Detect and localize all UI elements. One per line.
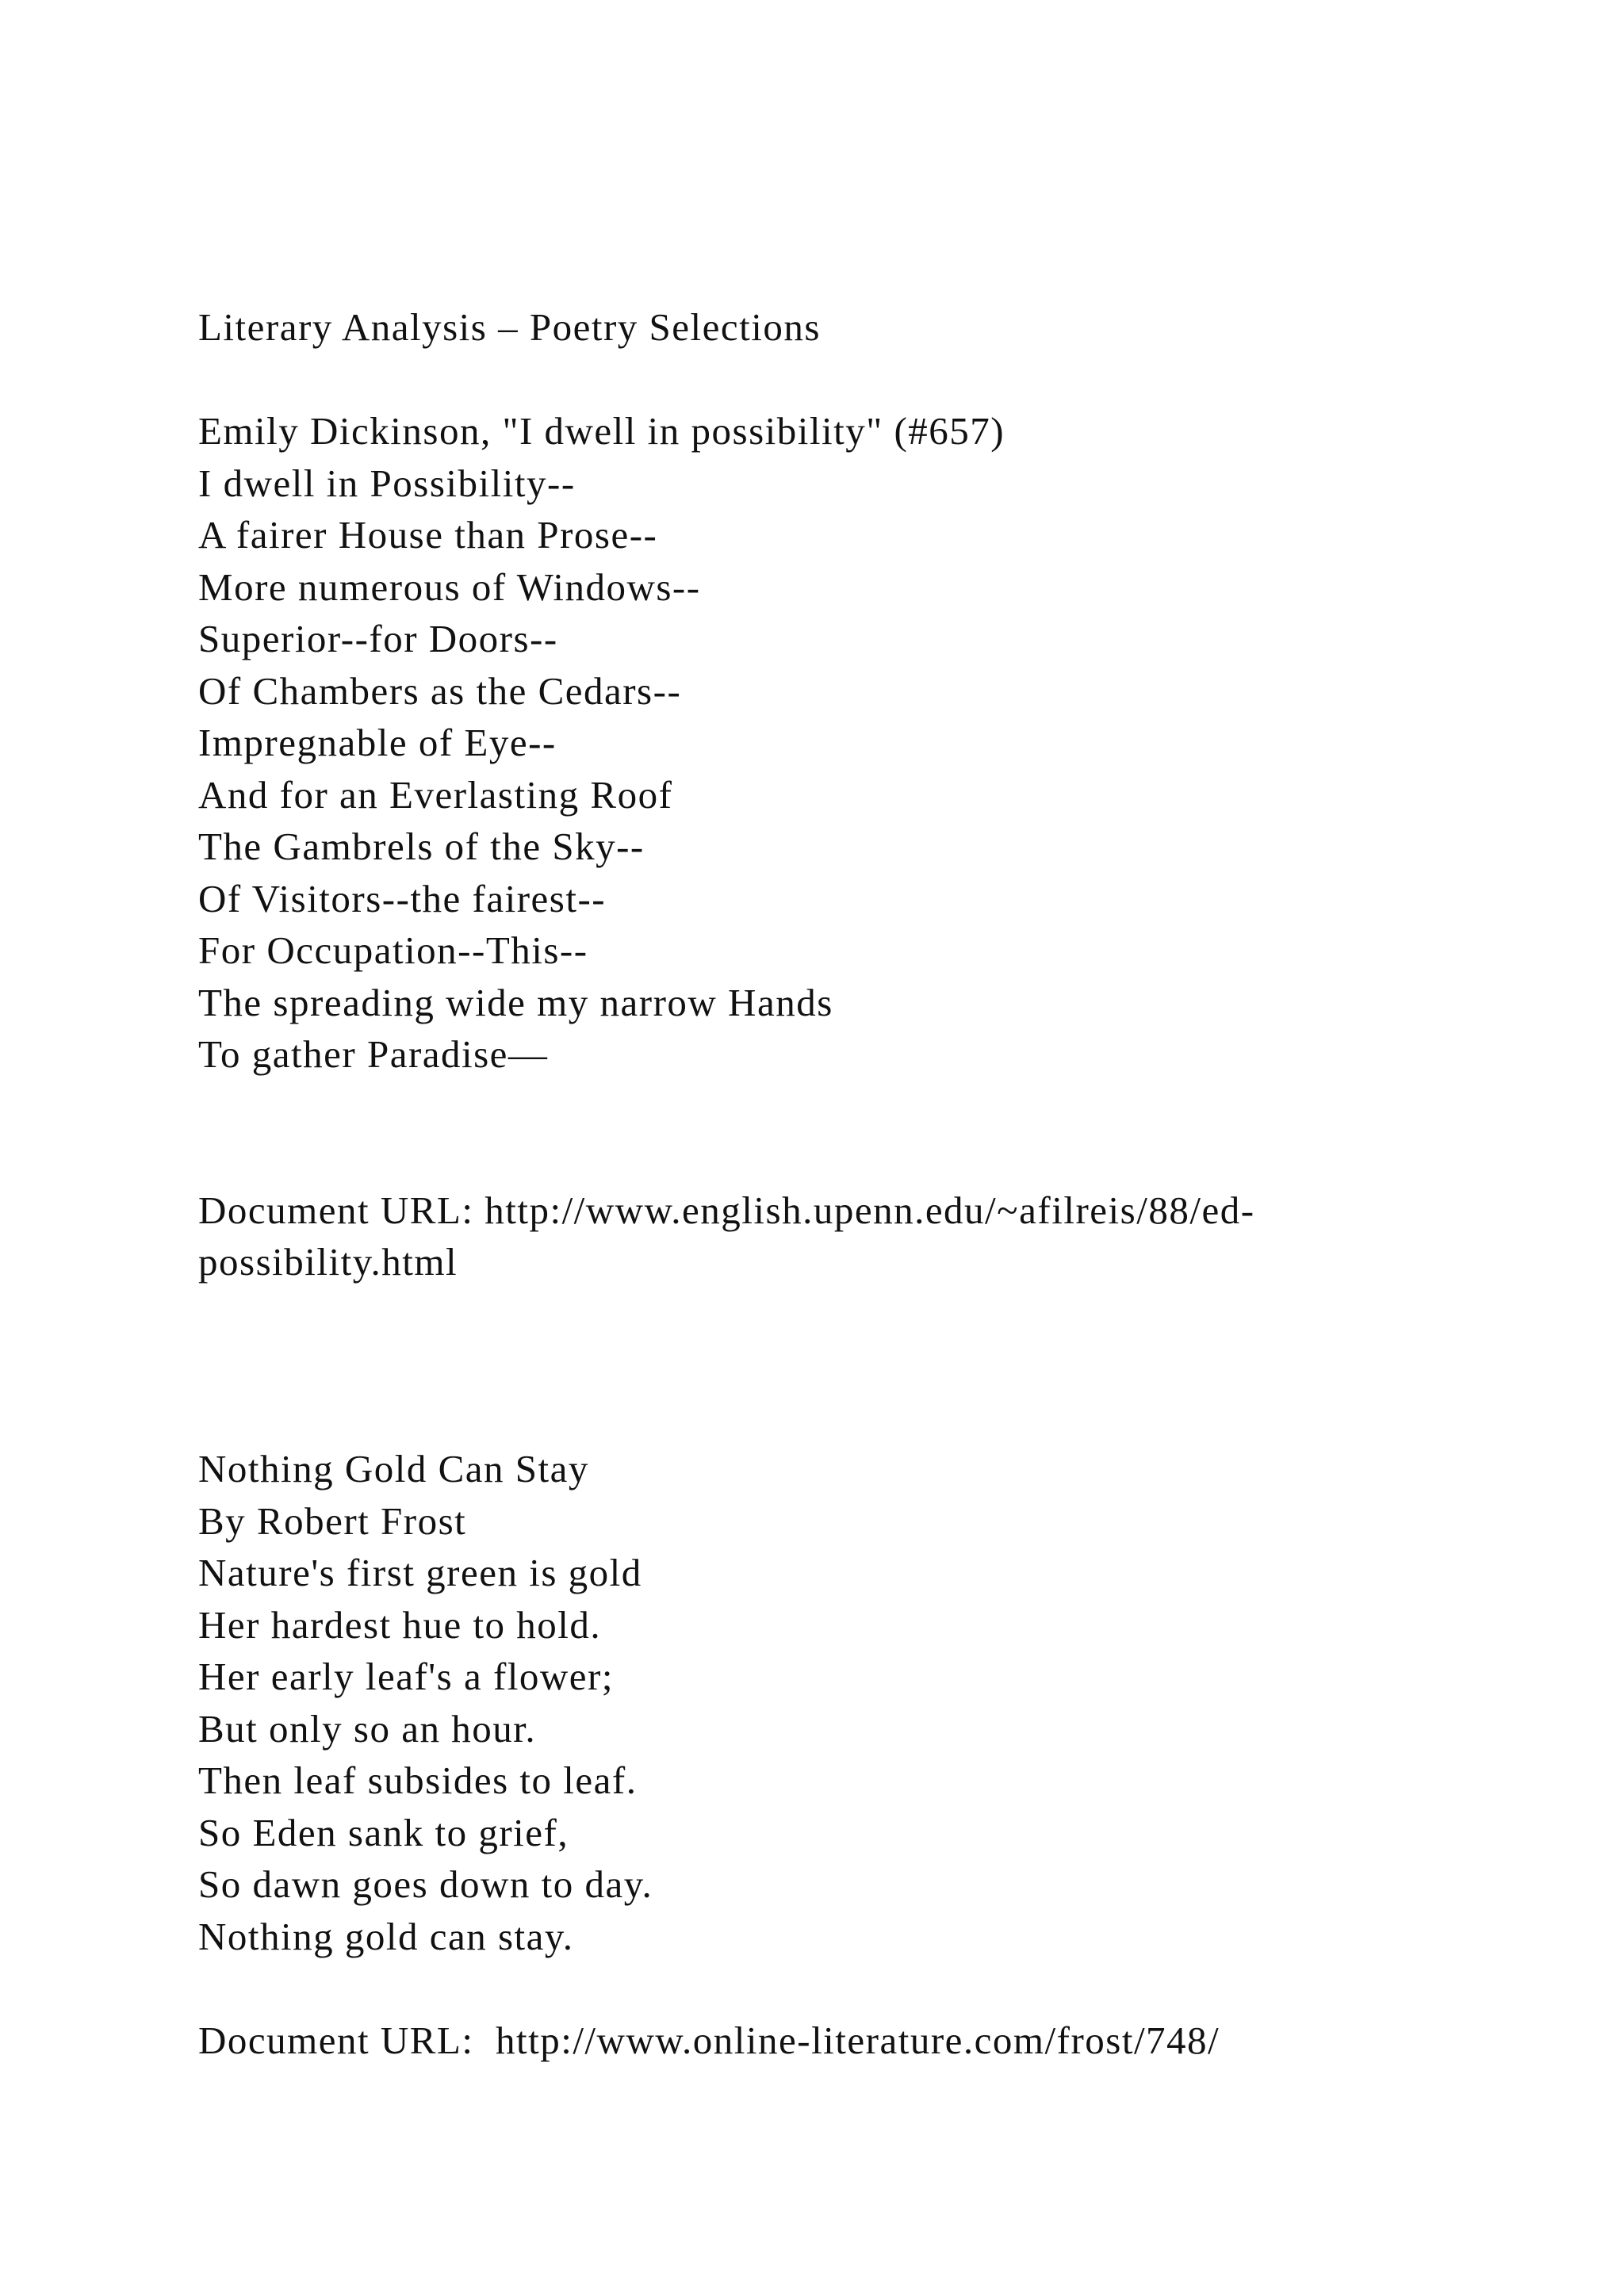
poem-line: Superior--for Doors--: [198, 617, 558, 660]
poem-line: So dawn goes down to day.: [198, 1862, 653, 1906]
spacer: [198, 1962, 1435, 2015]
spacer: [198, 1391, 1435, 1444]
poem-line: But only so an hour.: [198, 1706, 537, 1751]
poem-author: By Robert Frost: [198, 1498, 467, 1543]
poem-line: Nature's first green is gold: [198, 1551, 642, 1594]
poem-line: Her early leaf's a flower;: [198, 1655, 614, 1698]
spacer: [198, 1081, 1435, 1184]
poem-line: More numerous of Windows--: [198, 564, 701, 609]
poem-line: Her hardest hue to hold.: [198, 1602, 602, 1647]
poem-line: And for an Everlasting Roof: [198, 772, 673, 817]
spacer: [198, 1288, 1435, 1391]
spacer: [198, 354, 1435, 406]
poem-line: Of Chambers as the Cedars--: [198, 668, 682, 713]
poem-line: To gather Paradise—: [198, 1032, 549, 1076]
document-url-line: Document URL: http://www.english.upenn.edu/~afilreis/88/ed-: [198, 1188, 1255, 1232]
poem-line: Then leaf subsides to leaf.: [198, 1758, 638, 1802]
poem-line: Nothing gold can stay.: [198, 1914, 574, 1958]
source-url-dickinson: [198, 1184, 1435, 1288]
poem-title: Nothing Gold Can Stay: [198, 1447, 589, 1490]
poem-line: For Occupation--This--: [198, 928, 588, 972]
poem-line: Impregnable of Eye--: [198, 721, 557, 764]
document-url-frost: Document URL: http://www.online-literature.com/frost/748/: [198, 2018, 1220, 2062]
document-body: [198, 301, 1435, 2066]
document-url-line: possibility.html: [198, 1240, 458, 1284]
poem-line: A fairer House than Prose--: [198, 513, 658, 557]
document-title: Literary Analysis – Poetry Selections: [198, 305, 821, 349]
poem-frost: [198, 1443, 1435, 1962]
poem-dickinson: [198, 405, 1435, 1081]
poem-line: I dwell in Possibility--: [198, 461, 576, 505]
poem-line: Of Visitors--the fairest--: [198, 876, 607, 920]
poem-heading: Emily Dickinson, "I dwell in possibility" (#657): [198, 409, 1005, 453]
poem-line: The Gambrels of the Sky--: [198, 825, 645, 868]
poem-line: The spreading wide my narrow Hands: [198, 980, 833, 1024]
poem-line: So Eden sank to grief,: [198, 1810, 569, 1854]
